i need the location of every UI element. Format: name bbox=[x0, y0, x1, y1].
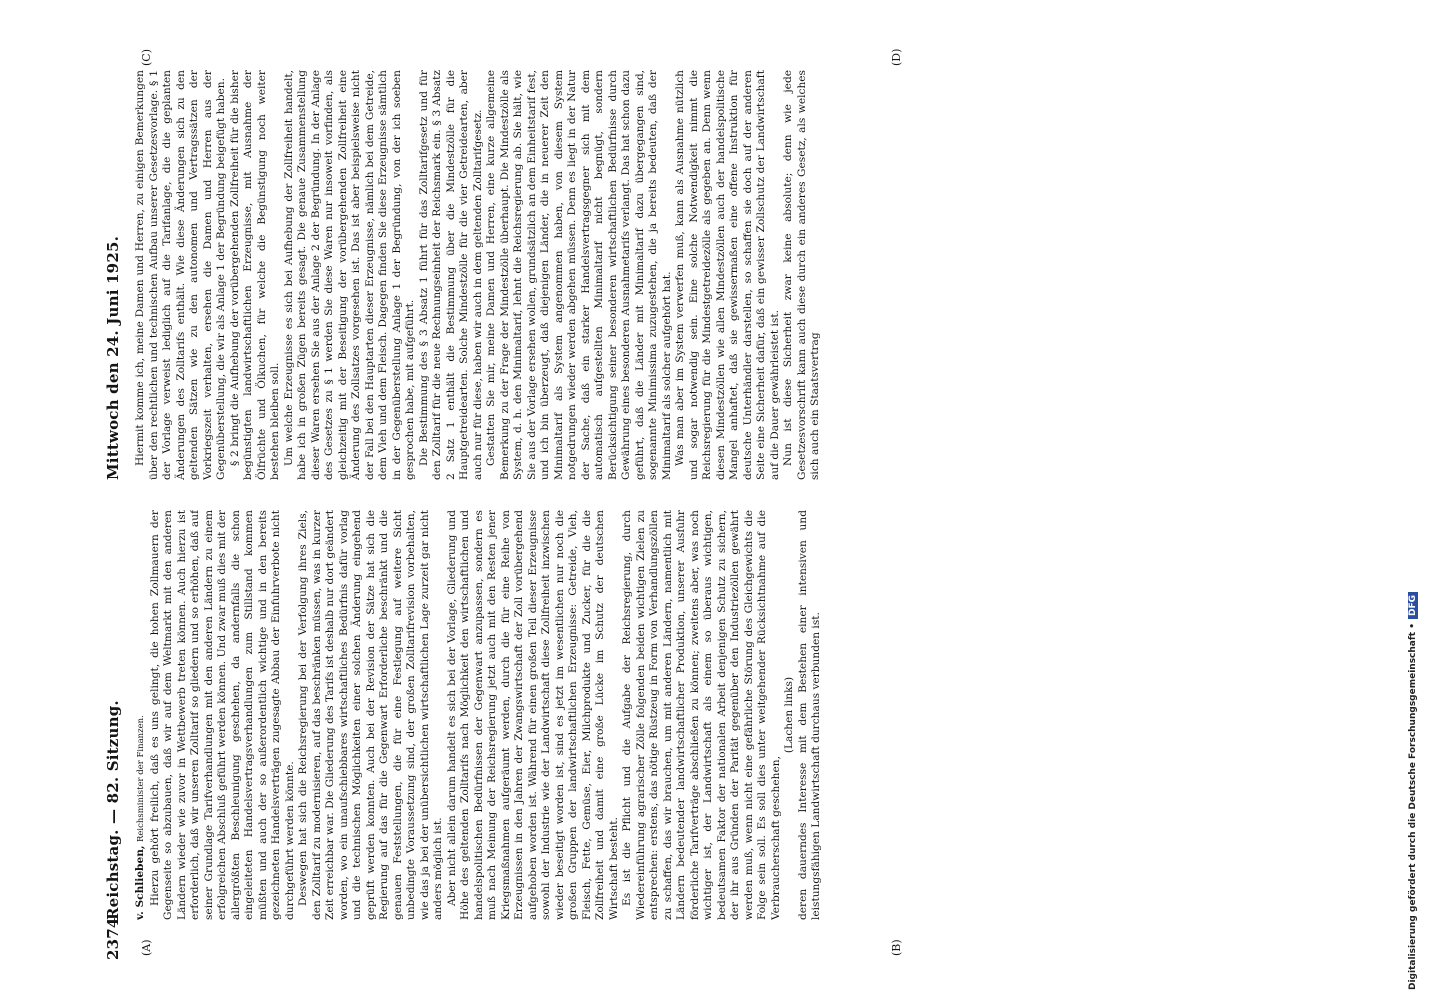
header-right-title: Mittwoch den 24. Juni 1925. bbox=[104, 235, 122, 480]
paragraph: deren dauerndes Interesse mit dem Bestehen einer intensiven und leistungsfähigen Landwirtschaft durchaus verbunden ist. bbox=[796, 510, 822, 920]
margin-mark-d: (D) bbox=[890, 48, 903, 66]
speaker-line bbox=[134, 510, 149, 920]
speaker-role: Reichsminister der Finanzen. bbox=[136, 715, 146, 843]
paragraph: Hierzu gehört freilich, daß es uns gelingt, die hohen Zollmauern der Gegenseite so abzubauen, daß wir auf dem Weltmarkt mit den anderen Ländern wieder wie zuvor in Wettbewerb treten können. Auch hierzu ist erforderlich, daß wir unseren Zolltarif so gliedern und so erhöhen, daß auf seiner Grundlage Tarifverhandlungen mit den anderen Ländern zu einem erfolgreichen Abschluß geführt werden können. Und zwar muß dies mit der allergrößten Beschleunigung geschehen, da andernfalls die schon eingeleiteten Handelsvertragsverhandlungen zum Stillstand kommen müßten und auch der so außerordentlich wichtige und in den bereits gezeichneten Handelsverträgen zugesagte Abbau der Einfuhrverbote nicht durchgeführt werden könnte. bbox=[148, 510, 296, 920]
digitization-credit bbox=[1408, 30, 1434, 990]
margin-mark-c: (C) bbox=[140, 49, 153, 66]
header-left-title: Reichstag. — 82. Sitzung. bbox=[104, 700, 122, 920]
page-header bbox=[100, 40, 132, 960]
interjection: (Lachen links) bbox=[783, 676, 795, 754]
paragraph: Was man aber im System verwerfen muß, kann als Ausnahme nützlich und sogar notwendig sein. Eine solche Notwendigkeit nimmt die Reichsregierung für die Mindestgetreidezölle als gegeben an. Denn wenn diesen Mindestzöllen wie allen Mindestzöllen auch der handelspolitische Mangel anhaftet, daß sie gewissermaßen eine offene Instruktion für deutsche Unterhändler darstellen, so schaffen sie doch auf der anderen Seite eine Sicherheit dafür, daß ein gewisser Zollschutz der Landwirtschaft auf die Dauer gewährleistet ist. bbox=[674, 70, 781, 480]
paragraph: § 2 bringt die Aufhebung der vorübergehenden Zollfreiheit für die bisher begünstigten landwirtschaftlichen Erzeugnisse, mit Ausnahme der Ölfrüchte und Ölkuchen, für welche die Begünstigung noch weiter bestehen bleiben soll. bbox=[228, 70, 281, 480]
paragraph: Die Bestimmung des § 3 Absatz 1 führt für das Zolltarifgesetz und für den Zolltarif für die neue Rechnungseinheit der Reichsmark ein. § 3 Absatz 2 Satz 1 enthält die Bestimmung über die Mindestzölle für die Hauptgetreidearten. Solche Mindestzölle für die vier Getreidearten, aber auch nur für diese, haben wir auch in dem geltenden Zolltarifgesetz. bbox=[417, 70, 484, 480]
paragraph: Um welche Erzeugnisse es sich bei Aufhebung der Zollfreiheit handelt, habe ich in großen Zügen bereits gesagt. Die genaue Zusammenstellung dieser Waren ersehen Sie aus der Anlage 2 der Begründung. In der Anlage des Gesetzes zu § 1 werden Sie diese Waren nur insoweit vorfinden, als gleichzeitig mit der Beseitigung der vorübergehenden Zollfreiheit eine Änderung des Zollsatzes vorgesehen ist. Das ist aber beispielsweise nicht der Fall bei den Hauptarten dieser Erzeugnisse, nämlich bei dem Getreide, dem Vieh und dem Fleisch. Dagegen finden Sie diese Erzeugnisse sämtlich in der Gegenüberstellung Anlage 1 der Begründung, von der ich soeben gesprochen habe, mit aufgeführt. bbox=[282, 70, 416, 480]
paragraph: Aber nicht allein darum handelt es sich bei der Vorlage, Gliederung und Höhe des geltenden Zolltarifs nach Möglichkeit den wirtschaftlichen und handelspolitischen Bedürfnissen der Gegenwart anzupassen, sondern es muß nach Meinung der Reichsregierung jetzt auch mit den Resten jener Kriegsmaßnahmen aufgeräumt werden, durch die für eine Reihe von Erzeugnissen in den Jahren der Zwangswirtschaft der Zoll vorübergehend aufgehoben worden ist. Während für einen großen Teil dieser Erzeugnisse sowohl der Industrie wie der Landwirtschaft diese Zollfreiheit inzwischen wieder beseitigt worden ist, sind es jetzt im wesentlichen nur noch die großen Gruppen der landwirtschaftlichen Erzeugnisse: Getreide, Vieh, Fleisch, Fette, Gemüse, Eier, Milchprodukte und Zucker, für die die Zollfreiheit und damit eine große Lücke im Schutz der deutschen Wirtschaft besteht. bbox=[445, 510, 620, 920]
paragraph: Es ist die Pflicht und die Aufgabe der Reichsregierung, durch Wiedereinführung agrarischer Zölle folgenden beiden wichtigen Zielen zu entsprechen: erstens, das nötige Rüstzeug in Form von Verhandlungszöllen zu schaffen, das wir brauchen, um mit anderen Ländern, namentlich mit Ländern bedeutender landwirtschaftlicher Produktion, unserer Ausfuhr förderliche Tarifverträge abschließen zu können; zweitens aber, was noch wichtiger ist, der Landwirtschaft als einem so überaus wichtigen, bedeutsamen Faktor der nationalen Arbeit denjenigen Schutz zu sichern, der ihr aus Gründen der Parität gegenüber den Industriezöllen gewährt werden muß, wenn nicht eine gefährliche Störung des Gleichgewichts die Folge sein soll. Es soll dies unter weitgehender Rücksichtnahme auf die Verbraucherschaft geschehen, bbox=[621, 510, 782, 920]
right-column bbox=[134, 70, 1314, 480]
dfg-logo: DFG bbox=[1408, 592, 1418, 619]
page-number: 2374 bbox=[104, 917, 122, 960]
paragraph: Hiermit komme ich, meine Damen und Herren, zu einigen Bemerkungen über den rechtlichen und technischen Aufbau unserer Gesetzesvorlage. § 1 der Vorlage verweist lediglich auf die Tarifanlage, die die geplanten Änderungen des Zolltarifs enthält. Wie diese Änderungen sich zu den geltenden Sätzen wie zu den autonomen und Vertragssätzen der Vorkriegszeit verhalten, ersehen die Damen und Herren aus der Gegenüberstellung, die wir als Anlage 1 der Begründung beigefügt haben. bbox=[134, 70, 227, 480]
rotated-document-page bbox=[100, 40, 1395, 960]
left-column bbox=[134, 510, 1314, 920]
margin-mark-a: (A) bbox=[140, 939, 153, 956]
credit-line bbox=[1408, 50, 1428, 990]
paragraph: Deswegen hat sich die Reichsregierung bei der Verfolgung ihres Ziels, den Zolltarif zu modernisieren, auf das beschränken müssen, was in kurzer Zeit erreichbar war. Die Gliederung des Tarifs ist deshalb nur dort geändert worden, wo ein unaufschiebbares wirtschaftliches Bedürfnis dafür vorlag und die technischen Möglichkeiten einer solchen Änderung eingehend geprüft werden konnten. Auch bei der Revision der Sätze hat sich die Regierung auf das für die Gegenwart Erforderliche beschränkt und die genauen Feststellungen, die für eine Festlegung auf weitere Sicht unbedingte Voraussetzung sind, der großen Zolltarifrevision vorbehalten, wie das ja bei der unübersichtlichen wirtschaftlichen Lage zurzeit gar nicht anders möglich ist. bbox=[297, 510, 444, 920]
margin-mark-b: (B) bbox=[890, 939, 903, 956]
speaker-name: v. Schlieben, bbox=[134, 845, 146, 920]
credit-text: Digitalisierung gefördert durch die Deutsche Forschungsgemeinschaft • bbox=[1408, 623, 1418, 990]
paragraph: Nun ist diese Sicherheit zwar keine absolute; denn wie jede Gesetzesvorschrift kann auch diese durch ein anderes Gesetz, als welches sich auch ein Staatsvertrag bbox=[782, 70, 821, 480]
paragraph: Gestatten Sie mir, meine Damen und Herren, eine kurze allgemeine Bemerkung zu der Frage der Mindestzölle überhaupt. Die Mindestzölle als System, d. h. den Minimaltarif, lehnt die Reichsregierung ab. Sie hält, wie Sie aus der Vorlage ersehen wollen, grundsätzlich an dem Einheitstarif fest, und ich bin überzeugt, daß diejenigen Länder, die in neuerer Zeit den Minimaltarif als System angenommen haben, von diesem System notgedrungen wieder werden abgehen müssen. Denn es liegt in der Natur der Sache, daß ein starker Handelsvertragsgegner sich mit dem automatisch aufgestellten Minimaltarif nicht begnügt, sondern Berücksichtigung seiner besonderen wirtschaftlichen Bedürfnisse durch Gewährung eines besonderen Ausnahmetarifs verlangt. Das hat schon dazu geführt, daß die Länder mit Minimaltarif dazu übergegangen sind, sogenannte Minimissima zuzugestehen, die ja bereits bedeuten, daß der Minimaltarif als solcher aufgehört hat. bbox=[485, 70, 673, 480]
